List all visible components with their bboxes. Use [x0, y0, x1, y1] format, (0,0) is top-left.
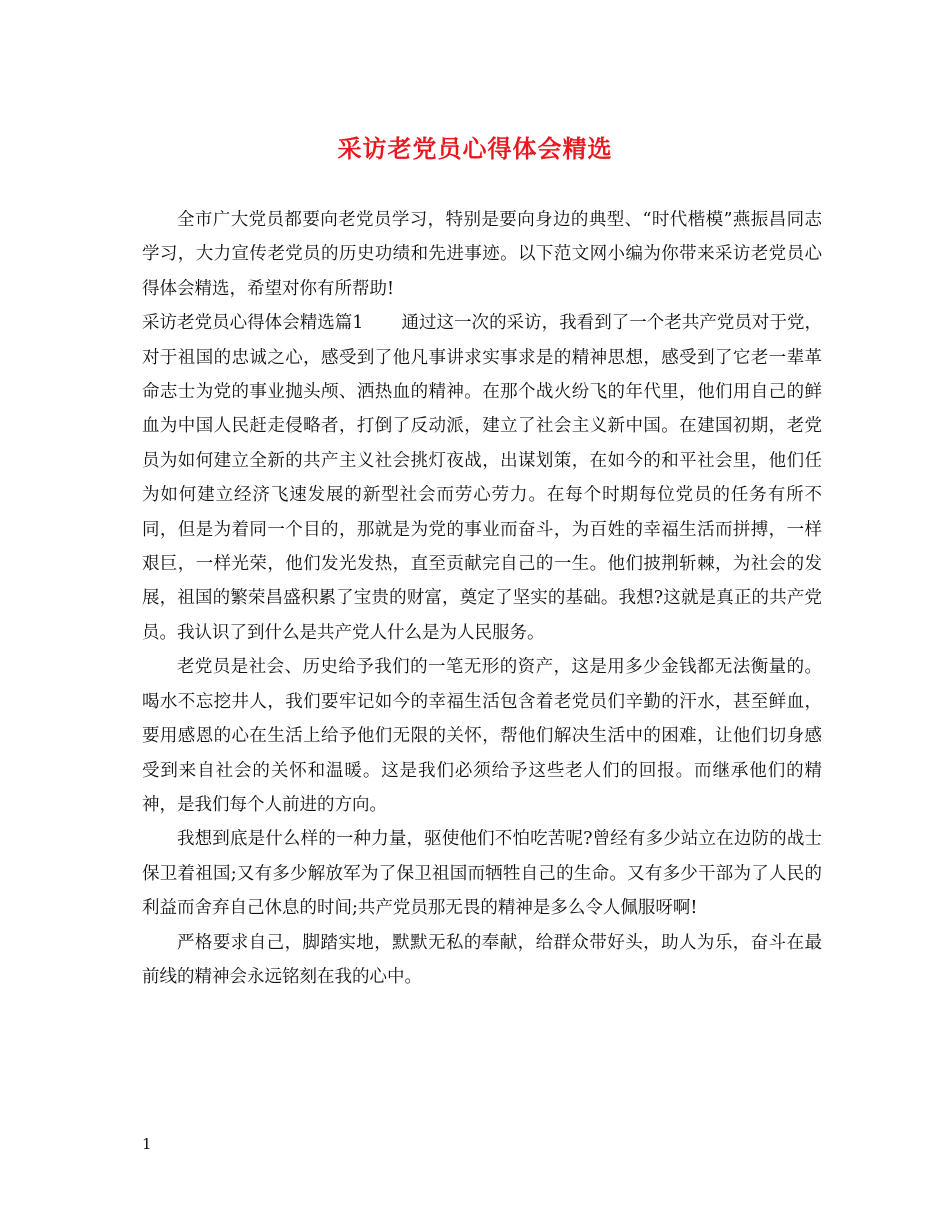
paragraph-3: 我想到底是什么样的一种力量，驱使他们不怕吃苦呢?曾经有多少站立在边防的战士保卫着祖国;又有多少解放军为了保卫祖国而牺牲自己的生命。又有多少干部为了人民的利益而舍弃自己休息的时间;共产党员那无畏的精神是多么令人佩服呀啊!: [142, 829, 822, 919]
section-label: 采访老党员心得体会精选篇1: [142, 313, 364, 334]
intro-paragraph: 全市广大党员都要向老党员学习，特别是要向身边的典型、“时代楷模”燕振昌同志学习，大力宣传老党员的历史功绩和先进事迹。以下范文网小编为你带来采访老党员心得体会精选，希望对你有所帮助!: [142, 210, 822, 299]
section-first-paragraph: 通过这一次的采访，我看到了一个老共产党员对于党，对于祖国的忠诚之心，感受到了他凡事讲求实事求是的精神思想，感受到了它老一辈革命志士为党的事业抛头颅、洒热血的精神。在那个战火纷飞的年代里，他们用自己的鲜血为中国人民赶走侵略者，打倒了反动派，建立了社会主义新中国。在建国初期，老党员为如何建立全新的共产主义社会挑灯夜战，出谋划策，在如今的和平社会里，他们任为如何建立经济飞速发展的新型社会而劳心劳力。在每个时期每位党员的任务有所不同，但是为着同一个目的，那就是为党的事业而奋斗，为百姓的幸福生活而拼搏，一样艰巨，一样光荣，他们发光发热，直至贡献完自己的一生。他们披荆斩棘，为社会的发展，祖国的繁荣昌盛积累了宝贵的财富，奠定了坚实的基础。我想?这就是真正的共产党员。我认识了到什么是共产党人什么是为人民服务。: [142, 313, 822, 643]
section-1-paragraph: [142, 306, 822, 650]
document-body: [142, 203, 822, 994]
document-title: 采访老党员心得体会精选: [337, 134, 613, 163]
page-number: 1: [142, 1135, 152, 1153]
paragraph-2: 老党员是社会、历史给予我们的一笔无形的资产，这是用多少金钱都无法衡量的。喝水不忘挖井人，我们要牢记如今的幸福生活包含着老党员们辛勤的汗水，甚至鲜血，要用感恩的心在生活上给予他们无限的关怀，帮他们解决生活中的困难，让他们切身感受到来自社会的关怀和温暖。这是我们必须给予这些老人们的回报。而继承他们的精神，是我们每个人前进的方向。: [142, 657, 822, 815]
paragraph-4: 严格要求自己，脚踏实地，默默无私的奉献，给群众带好头，助人为乐，奋斗在最前线的精神会永远铭刻在我的心中。: [142, 932, 822, 987]
